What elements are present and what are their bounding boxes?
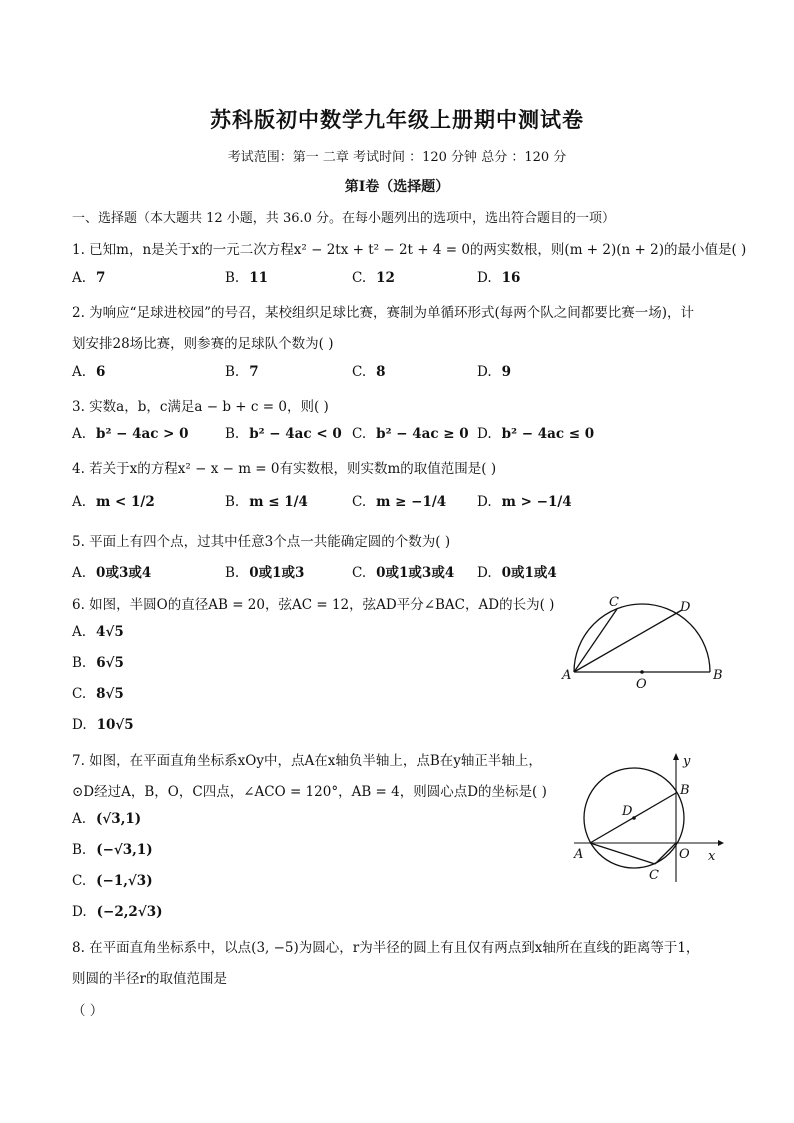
label-a: A — [574, 847, 584, 862]
option-c[interactable]: C. m ≥ −1/4 — [352, 494, 447, 510]
question-8-answer-paren: （ ） — [72, 1003, 104, 1019]
label-o: O — [679, 847, 690, 862]
question-7-text: 7. 如图，在平面直角坐标系xOy中，点A在x轴负半轴上，点B在y轴正半轴上， — [72, 753, 542, 769]
option-a[interactable]: A. b² − 4ac > 0 — [72, 426, 189, 442]
question-6-option-c[interactable]: C. 8√5 — [72, 686, 124, 702]
label-a: A — [562, 668, 572, 683]
option-b[interactable]: B. 7 — [225, 364, 259, 380]
option-a[interactable]: A. m < 1/2 — [72, 494, 155, 510]
question-6-text: 6. 如图，半圆O的直径AB = 20，弦AC = 12，弦AD平分∠BAC，AD的长为( ) — [72, 597, 555, 613]
question-2-text-cont: 划安排28场比赛，则参赛的足球队个数为( ) — [72, 336, 334, 352]
option-c[interactable]: C. 0或1或3或4 — [352, 565, 455, 581]
question-8-text: 8. 在平面直角坐标系中，以点(3, −5)为圆心，r为半径的圆上有且仅有两点到x轴所在直线的距离等于1， — [72, 940, 700, 956]
option-d[interactable]: D. 9 — [477, 364, 512, 380]
option-c[interactable]: C. 8 — [352, 364, 386, 380]
segment-ac — [590, 843, 655, 864]
section-heading: 一、选择题（本大题共 12 小题，共 36.0 分。在每小题列出的选项中，选出符合题目的一项） — [72, 211, 616, 226]
option-d[interactable]: D. m > −1/4 — [477, 494, 572, 510]
y-axis-arrow — [673, 753, 679, 760]
label-c: C — [609, 595, 619, 610]
x-axis-arrow — [718, 840, 724, 846]
option-a[interactable]: A. 6 — [72, 364, 106, 380]
label-d: D — [680, 600, 691, 615]
option-b[interactable]: B. b² − 4ac < 0 — [225, 426, 342, 442]
question-7-text-cont: ⊙D经过A，B，O，C四点，∠ACO = 120°，AB = 4，则圆心点D的坐标是( ) — [72, 784, 547, 800]
question-7-option-c[interactable]: C. (−1,√3) — [72, 873, 153, 889]
question-4-text: 4. 若关于x的方程x² − x − m = 0有实数根，则实数m的取值范围是( ) — [72, 461, 497, 477]
question-2-text: 2. 为响应“足球进校园”的号召，某校组织足球比赛，赛制为单循环形式(每两个队之间都要比赛一场)，计 — [72, 305, 695, 321]
figure-semicircle — [555, 590, 735, 690]
label-y: y — [683, 754, 691, 769]
option-a[interactable]: A. 7 — [72, 270, 106, 286]
option-d[interactable]: D. 0或1或4 — [477, 565, 557, 581]
question-6-option-a[interactable]: A. 4√5 — [72, 624, 124, 640]
label-o: O — [636, 677, 647, 690]
question-1-text: 1. 已知m，n是关于x的一元二次方程x² − 2tx + t² − 2t + 4 = 0的两实数根，则(m + 2)(n + 2)的最小值是( ) — [72, 242, 747, 258]
label-c: C — [649, 868, 659, 883]
center-point-d — [632, 816, 636, 820]
figure-coordinate-circle — [565, 750, 730, 885]
chord-ad — [574, 610, 682, 672]
question-6-option-b[interactable]: B. 6√5 — [72, 655, 124, 671]
option-c[interactable]: C. b² − 4ac ≥ 0 — [352, 426, 469, 442]
label-b: B — [680, 783, 690, 798]
question-7-option-a[interactable]: A. (√3,1) — [72, 811, 142, 827]
option-b[interactable]: B. 11 — [225, 270, 269, 286]
label-b: B — [713, 668, 723, 683]
part-heading: 第Ⅰ卷（选择题） — [344, 179, 450, 195]
question-7-option-b[interactable]: B. (−√3,1) — [72, 842, 153, 858]
option-d[interactable]: D. b² − 4ac ≤ 0 — [477, 426, 595, 442]
question-3-text: 3. 实数a，b，c满足a − b + c = 0，则( ) — [72, 399, 329, 415]
option-d[interactable]: D. 16 — [477, 270, 521, 286]
option-c[interactable]: C. 12 — [352, 270, 395, 286]
center-point-o — [640, 670, 644, 674]
option-b[interactable]: B. m ≤ 1/4 — [225, 494, 308, 510]
question-6-option-d[interactable]: D. 10√5 — [72, 717, 134, 733]
label-x: x — [708, 849, 716, 864]
question-8-text-cont: 则圆的半径r的取值范围是 — [72, 971, 227, 987]
chord-ac — [574, 609, 617, 672]
question-5-text: 5. 平面上有四个点，过其中任意3个点一共能确定圆的个数为( ) — [72, 534, 451, 550]
segment-co — [655, 843, 676, 864]
label-d: D — [622, 804, 633, 819]
question-7-option-d[interactable]: D. (−2,2√3) — [72, 904, 163, 920]
exam-info: 考试范围：第一 二章 考试时间 ：120 分钟 总分 ：120 分 — [227, 150, 567, 165]
page-title: 苏科版初中数学九年级上册期中测试卷 — [210, 107, 584, 132]
option-a[interactable]: A. 0或3或4 — [72, 565, 152, 581]
option-b[interactable]: B. 0或1或3 — [225, 565, 305, 581]
